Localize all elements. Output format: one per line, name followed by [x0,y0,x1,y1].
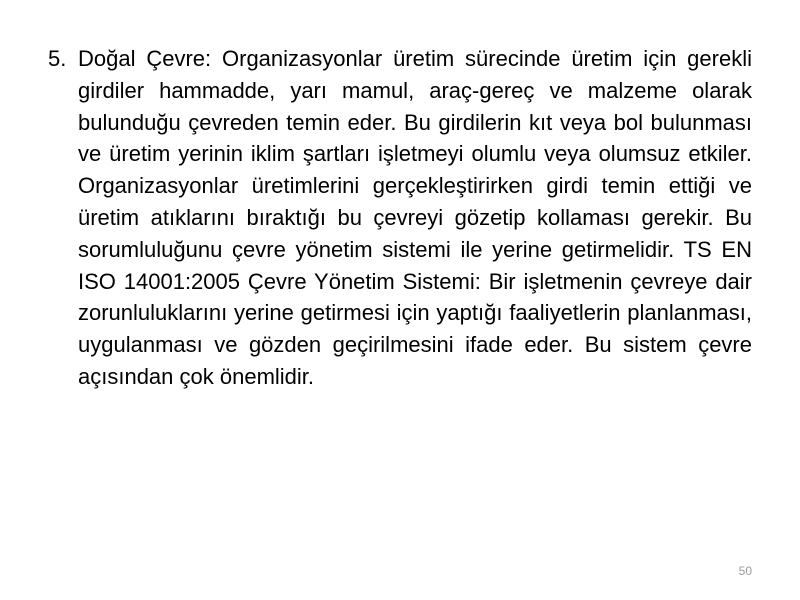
page-number: 50 [738,564,752,578]
slide-content [48,43,752,393]
list-item-number: 5. [48,46,67,71]
body-paragraph: Doğal Çevre: Organizasyonlar üretim sürecinde üretim için gerekli girdiler hammadde, yarı mamul, araç-gereç ve malzeme olarak bulunduğu çevreden temin eder. Bu girdilerin kıt veya bol bulunması ve üretim yerinin iklim şartları işletmeyi olumlu veya olumsuz etkiler. Organizasyonlar üretimlerini gerçekleştirirken girdi temin ettiği ve üretim atıklarını bıraktığı bu çevreyi gözetip kollaması gerekir. Bu sorumluluğunu çevre yönetim sistemi ile yerine getirmelidir. TS EN ISO 14001:2005 Çevre Yönetim Sistemi: Bir işletmenin çevreye dair zorunluluklarını yerine getirmesi için yaptığı faaliyetlerin planlanması, uygulanması ve gözden geçirilmesini ifade eder. Bu sistem çevre açısından çok önemlidir. [78,46,752,389]
